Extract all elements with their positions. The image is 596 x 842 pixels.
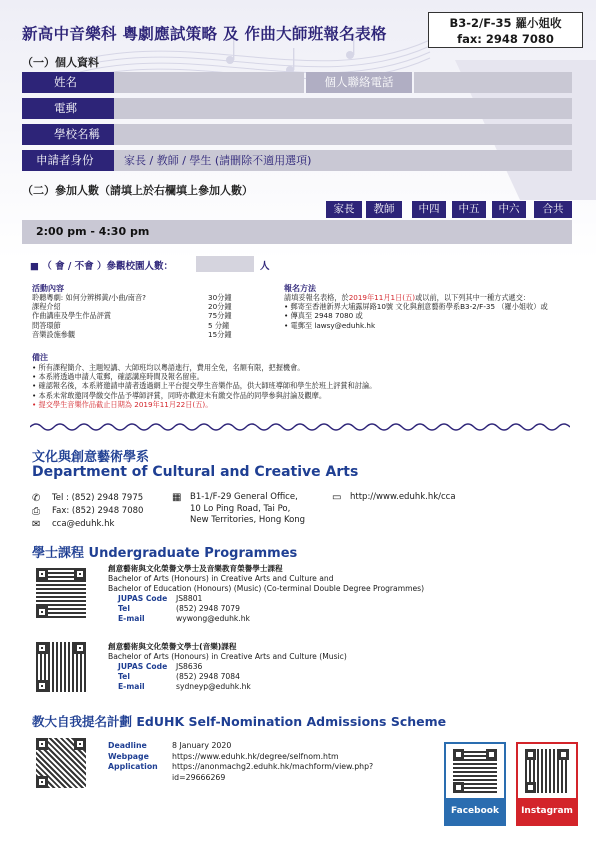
note-item: • 確認報名後，本系將邀請申請者透過網上平台提交學生音樂作品，供大師班導師和學生於班上評賞和討論。 (32, 381, 377, 391)
qr-finder (525, 749, 536, 760)
department-name-zh: 文化與創意藝術學系 (32, 450, 150, 465)
activity-item (32, 330, 272, 339)
registration-details (284, 293, 584, 330)
instagram-card[interactable] (516, 742, 578, 826)
notes-heading: 備注 (32, 353, 48, 362)
notes-list (32, 363, 572, 409)
note-text: 本系未常敢邀同學繳交作品予導師評賞，同時亦歡迎未有繳交作品的同學參與討論及觀摩。 (38, 390, 327, 400)
campus-visit-prompt: ■ （ 會 / 不會 ）參觀校園人數： (30, 261, 173, 272)
address-line-2: 10 Lo Ping Road, Tai Po, (190, 503, 291, 514)
school-field[interactable] (114, 124, 572, 145)
ug-heading-zh: 學士課程 (32, 546, 85, 561)
activity-item (32, 311, 272, 320)
facebook-card[interactable] (444, 742, 506, 826)
ug-heading (32, 542, 297, 561)
facebook-label: Facebook (446, 798, 504, 824)
activity-name: 作曲講座及學生作品評賞 (32, 311, 112, 321)
registration-method-email: • 電郵至 lawsy@eduhk.hk (284, 320, 376, 330)
qr-finder (74, 642, 86, 654)
deadline-label: Deadline (108, 741, 147, 750)
activity-item (32, 302, 272, 311)
facebook-qr-code (453, 749, 497, 793)
tel-label: Tel (118, 672, 130, 681)
programme1-info (108, 564, 578, 624)
qr-finder (36, 568, 48, 580)
selfnom-heading (32, 712, 446, 730)
tel-text: Tel : (852) 2948 7975 (52, 492, 144, 503)
parents-count-input[interactable] (326, 220, 362, 244)
registration-method-fax-text: 傳真至 2948 7080 或 (290, 311, 363, 321)
registration-method-fax: • 傳真至 2948 7080 或 (284, 311, 363, 321)
tel-label: Tel (118, 604, 130, 613)
department-name-en: Department of Cultural and Creative Arts (32, 464, 359, 480)
note-item: • 本系未常敢邀同學繳交作品予導師評賞，同時亦歡迎未有繳交作品的同學參與討論及觀摩。 (32, 390, 327, 400)
activity-name: 問答環節 (32, 320, 61, 330)
programme2-email-row (118, 682, 578, 692)
monitor-icon: ▭ (332, 492, 342, 503)
activity-duration: 30分鐘 (208, 293, 232, 302)
phone-label: 個人聯絡電話 (306, 72, 412, 93)
activity-name: 課程介紹 (32, 302, 61, 312)
programme2-title-zh: 創意藝術與文化榮譽文學士(音樂)課程 (108, 642, 237, 651)
programme2-title-en-1: Bachelor of Arts (Honours) in Creative Arts and Culture (Music) (108, 652, 347, 661)
selfnom-qr-code[interactable] (36, 738, 86, 788)
wave-divider (30, 420, 570, 434)
programme2-info (108, 642, 578, 692)
identity-options[interactable]: 家長 / 教師 / 學生 (請刪除不適用選項) (114, 150, 572, 171)
registration-heading: 報名方法 (284, 284, 316, 293)
activity-name: 聆聽粵劇: 如何分辨梆黃/小曲/南音? (32, 293, 146, 302)
selfnom-application-row (108, 762, 428, 783)
programme1-tel-row (118, 604, 578, 614)
col-teachers: 教師 (366, 201, 402, 218)
department-address (172, 492, 305, 527)
campus-visit-unit: 人 (260, 261, 270, 272)
tel-row (32, 492, 143, 505)
total-count-input[interactable] (534, 220, 572, 244)
submission-contact-box (428, 12, 583, 48)
activity-name: 音樂設施參觀 (32, 329, 76, 339)
fax-icon: ⎙ (32, 505, 40, 517)
website-link[interactable]: http://www.eduhk.hk/cca (350, 492, 456, 502)
address-row (172, 492, 305, 527)
note-text: 確認報名後，本系將邀請申請者透過網上平台提交學生音樂作品，供大師班導師和學生於班上評賞和討論。 (38, 381, 377, 391)
programme1-title-en-2: Bachelor of Education (Honours) (Music) (Co-terminal Double Degree Programmes) (108, 584, 425, 593)
selfnom-heading-en: EdUHK Self-Nomination Admissions Scheme (136, 714, 447, 729)
col-s5: 中五 (452, 201, 486, 218)
programme2-tel: (852) 2948 7084 (176, 672, 240, 681)
programme1-title-zh: 創意藝術與文化榮譽文學士及音樂教育榮譽學士課程 (108, 564, 283, 573)
registration-method-mail: • 郵寄至香港新界大埔露屏路10號 文化與創意藝術學系B3-2/F-35 （羅小姐收）或 (284, 302, 548, 312)
school-label (22, 124, 114, 145)
registration-method-mail-text: 郵寄至香港新界大埔露屏路10號 文化與創意藝術學系B3-2/F-35 （羅小姐收）或 (290, 302, 548, 312)
application-link-line-1: https://anonmachg2.eduhk.hk/machform/view.php? (172, 762, 374, 771)
section-attendance-heading: （二）參加人數（請填上於右欄填上參加人數） (22, 184, 253, 197)
selfnom-webpage-row (108, 752, 428, 763)
col-s6: 中六 (492, 201, 526, 218)
session-time: 2:00 pm - 4:30 pm (36, 225, 150, 238)
selfnom-webpage-link[interactable]: https://www.eduhk.hk/degree/selfnom.htm (172, 751, 339, 761)
name-label (22, 72, 114, 93)
selfnom-deadline-row (108, 741, 428, 752)
form-title: 新高中音樂科 粵劇應試策略 及 作曲大師班報名表格 (22, 25, 387, 43)
address-line-3: New Territories, Hong Kong (190, 515, 306, 525)
email-label-text: 電郵 (54, 101, 77, 115)
identity-label (22, 150, 114, 171)
registration-method-email-text: 電郵至 lawsy@eduhk.hk (290, 320, 376, 330)
note-text: 本系將透過申請人電郵，確認講座時間及報名留座。 (38, 372, 204, 382)
selfnom-info (108, 741, 428, 783)
email-field[interactable] (114, 98, 572, 119)
qr-finder (525, 782, 536, 793)
website-row (332, 492, 456, 504)
qr-finder (453, 749, 464, 760)
email-row (32, 518, 143, 531)
note-text: 所有課程簡介、主題短講、大師班均以粵語進行，費用全免，名額有限，把握機會。 (38, 363, 305, 372)
qr-finder (36, 776, 48, 788)
jupas-label: JUPAS Code (118, 662, 168, 671)
col-s4: 中四 (412, 201, 446, 218)
envelope-icon: ✉ (32, 518, 41, 530)
name-label-text: 姓名 (54, 75, 77, 89)
webpage-label: Webpage (108, 751, 149, 761)
s5-count-input[interactable] (452, 220, 486, 244)
campus-visit-count-input[interactable] (196, 256, 254, 272)
contact-box-line-2: fax: 2948 7080 (457, 32, 554, 46)
phone-field[interactable] (414, 72, 572, 93)
ug-heading-en: Undergraduate Programmes (88, 546, 298, 561)
programme1-qr-code[interactable] (36, 568, 86, 618)
application-label: Application (108, 762, 158, 771)
registration-intro-b: 或以前，以下列其中一種方式遞交： (415, 293, 531, 302)
application-link-line-2: id=29666269 (172, 772, 226, 782)
activity-duration: 5 分鐘 (208, 320, 230, 330)
qr-finder (36, 680, 48, 692)
school-label-text: 學校名稱 (54, 127, 100, 141)
programme2-jupas-row (118, 662, 578, 672)
fax-row (32, 505, 143, 518)
qr-finder (558, 749, 569, 760)
programme1-email[interactable]: wywong@eduhk.hk (176, 614, 250, 623)
qr-finder (486, 749, 497, 760)
email-label: E-mail (118, 682, 145, 691)
s6-count-input[interactable] (492, 220, 526, 244)
note-deadline-text: 提交學生音樂作品截止日期為 2019年11月22日(五)。 (38, 399, 213, 409)
name-field[interactable] (114, 72, 304, 93)
teachers-count-input[interactable] (366, 220, 402, 244)
identity-label-text: 申請者身份 (36, 153, 94, 167)
phone-icon: ✆ (32, 492, 41, 504)
registration-intro (284, 293, 584, 302)
programme1-jupas: JS8801 (176, 594, 203, 603)
registration-intro-a: 請填妥報名表格，於 (284, 293, 349, 302)
email-text[interactable]: cca@eduhk.hk (52, 518, 115, 529)
programme2-qr-code[interactable] (36, 642, 86, 692)
programme1-jupas-row (118, 594, 578, 604)
activities-list (32, 293, 272, 339)
activity-duration: 15分鐘 (208, 329, 232, 339)
activity-duration: 20分鐘 (208, 302, 232, 312)
selfnom-deadline: 8 January 2020 (172, 741, 232, 750)
note-item: • 所有課程簡介、主題短講、大師班均以粵語進行，費用全免，名額有限，把握機會。 (32, 363, 305, 372)
programme2-email[interactable]: sydneyp@eduhk.hk (176, 682, 251, 691)
qr-finder (36, 606, 48, 618)
qr-finder (74, 738, 86, 750)
programme1-email-row (118, 614, 578, 624)
department-contacts (32, 492, 143, 531)
qr-finder (36, 642, 48, 654)
qr-finder (453, 782, 464, 793)
note-deadline: • 提交學生音樂作品截止日期為 2019年11月22日(五)。 (32, 399, 213, 409)
registration-deadline: 2019年11月1日(五) (348, 293, 416, 302)
section-personal-info-heading: （一）個人資料 (22, 56, 99, 69)
email-label: E-mail (118, 614, 145, 623)
programme1-tel: (852) 2948 7079 (176, 604, 240, 613)
address-line-1: B1-1/F-29 General Office, (190, 492, 298, 502)
programme2-tel-row (118, 672, 578, 682)
email-label (22, 98, 114, 119)
programme1-title-en-1: Bachelor of Arts (Honours) in Creative Arts and Culture and (108, 574, 334, 583)
note-item: • 本系將透過申請人電郵，確認講座時間及報名留座。 (32, 372, 204, 382)
s4-count-input[interactable] (412, 220, 446, 244)
building-icon: ▦ (172, 492, 182, 503)
col-total: 合共 (534, 201, 572, 218)
col-parents: 家長 (326, 201, 362, 218)
activity-item (32, 321, 272, 330)
selfnom-application-link[interactable] (172, 762, 373, 783)
activity-duration: 75分鐘 (208, 311, 232, 321)
activity-item (32, 293, 272, 302)
qr-finder (74, 568, 86, 580)
contact-box-line-1: B3-2/F-35 羅小姐收 (449, 16, 562, 30)
qr-finder (36, 738, 48, 750)
fax-text: Fax: (852) 2948 7080 (52, 505, 144, 516)
programme2-jupas: JS8636 (176, 662, 203, 671)
jupas-label: JUPAS Code (118, 594, 168, 603)
selfnom-heading-zh: 教大自我提名計劃 (32, 714, 133, 729)
instagram-qr-code (525, 749, 569, 793)
activities-heading: 活動內容 (32, 284, 64, 293)
instagram-label: Instagram (518, 798, 576, 824)
